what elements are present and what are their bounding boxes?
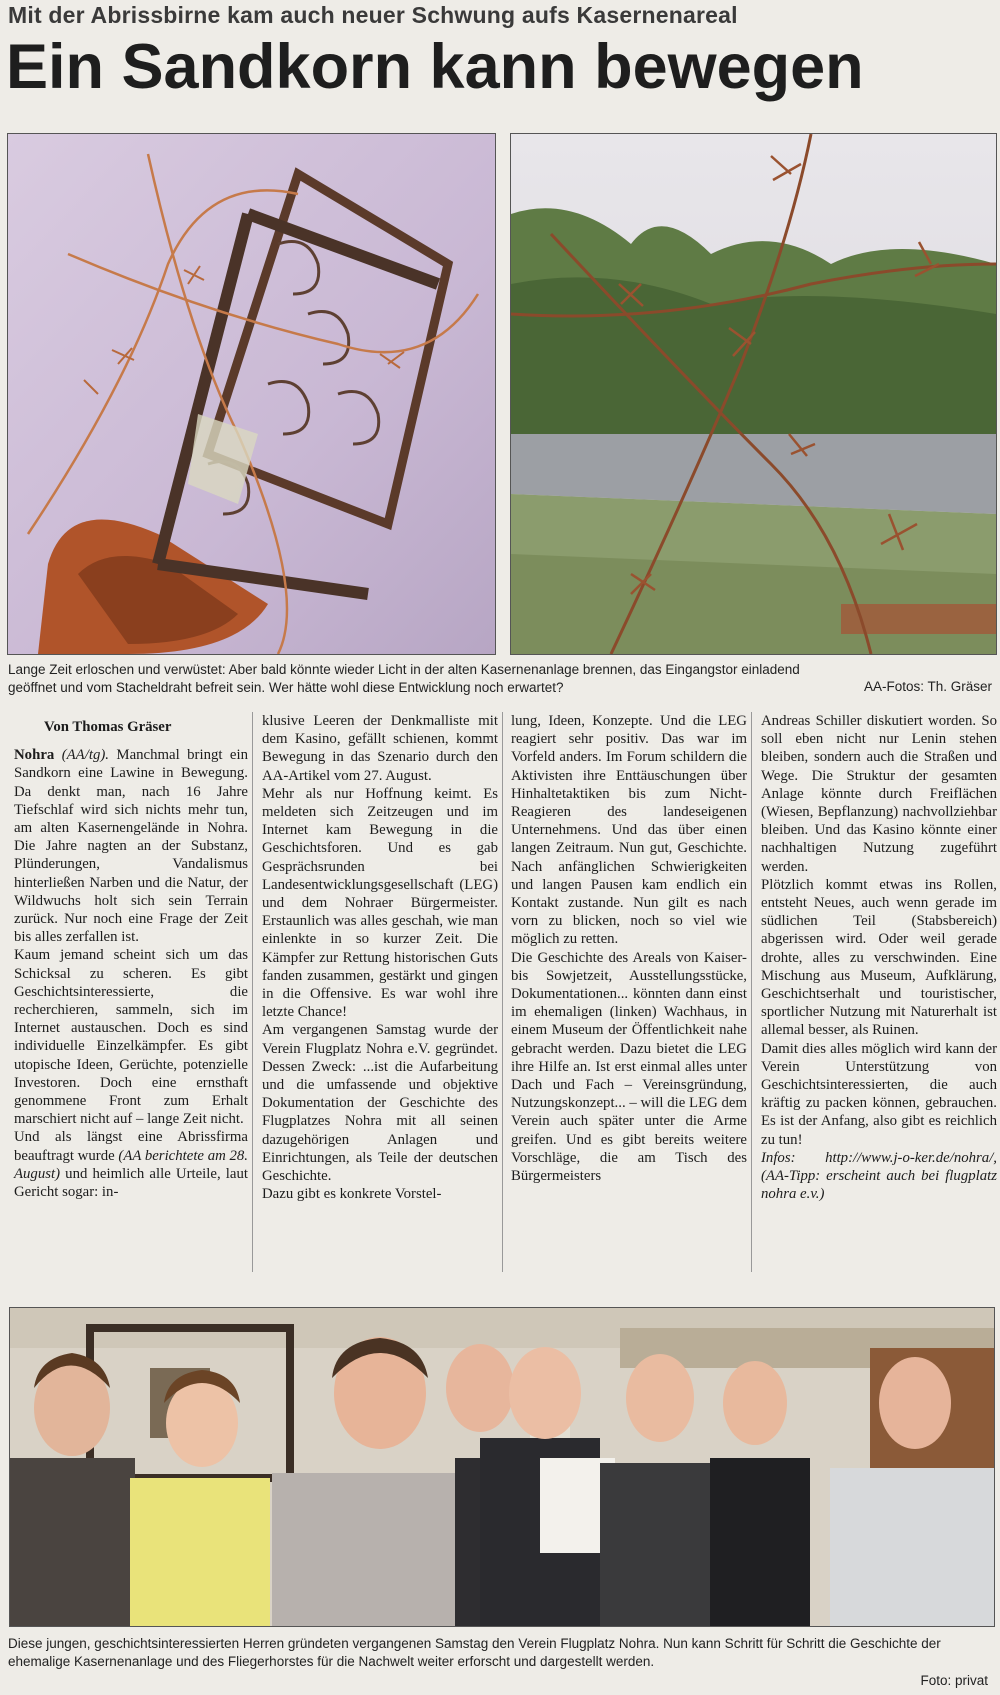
text: Und als längst eine Abrissfirma beauftragt wurde: [14, 1129, 248, 1164]
column-rule: [502, 712, 503, 1272]
group-photo-graphic: [10, 1308, 994, 1626]
article-column-2: [262, 712, 498, 1203]
article-column-4: [761, 712, 997, 1203]
lead-text: Manchmal bringt ein Sandkorn eine Lawine in Bewegung. Da denkt man, nach 16 Jahre Tiefschlaf wird sich nichts mehr tun, am alten Kasernengelände in Nohra. Die Jahre nagten an der Substanz, Plünderungen, Vandalismus hinterließen Narben und die Natur, der Wildwuchs holt sich sein Terrain zurück. Nur noch eine Frage der Zeit bis alles zerfallen ist.: [14, 747, 248, 946]
paragraph: Am vergangenen Samstag wurde der Verein Flugplatz Nohra e.V. gegründet. Dessen Zweck: ...ist die Aufarbeitung und die umfassende und objektive Dokumentation der Geschichte des Flugplatzes Nohra mit all seinen dazugehörigen Anlagen und Einrichtungen, als Teile der deutschen Geschichte.: [262, 1022, 498, 1185]
paragraph: [14, 1128, 248, 1201]
lead-paragraph: [14, 746, 248, 946]
paragraph: klusive Leeren der Denkmalliste mit dem Kasino, gefällt schienen, kommt Bewegung in das Szenario durch den AA-Artikel vom 27. August.: [262, 713, 498, 784]
paragraph: Damit dies alles möglich wird kann der Verein Unterstützung von Geschichtsinteressierten, die auch kräftig zu packen können, gebrauchen. Es ist der Anfang, also gibt es reichlich zu tun!: [761, 1040, 997, 1148]
headline: Ein Sandkorn kann bewegen: [6, 32, 864, 102]
column-rule: [751, 712, 752, 1272]
group-photo-credit: Foto: privat: [920, 1673, 988, 1688]
article-column-3: [511, 712, 747, 1185]
byline: Von Thomas Gräser: [44, 719, 172, 735]
barbed-wire-photo-graphic: [511, 134, 996, 654]
paragraph: Die Geschichte des Areals von Kaiser- bis Sowjetzeit, Ausstellungsstücke, Dokumentationen... könnten dann einst im ehemaligen (linken) Wachhaus, in einem Museum der Öffentlichkeit nahe gebracht werden. Dazu bietet die LEG ihre Hilfe an. Ist erst einmal alles unter Dach und Fach – Vereinsgründung, Nutzungskonzept... – will die LEG dem Verein auch später unter die Arme greifen. Und es gibt bereits weitere Vorschläge, die am Tisch des Bürgermeisters: [511, 949, 747, 1185]
group-photo: [9, 1307, 995, 1627]
reference-note: (AA berichtete am 28. August): [14, 1147, 249, 1182]
info-note: Infos: http://www.j-o-ker.de/nohra/, (AA-Tipp: erscheint auch bei flugplatz nohra e.v.): [761, 1149, 997, 1203]
text: und heimlich alle Urteile, laut Gericht sogar: in-: [14, 1165, 248, 1201]
lamp-photo: [7, 133, 496, 655]
kicker: Mit der Abrissbirne kam auch neuer Schwung aufs Kasernenareal: [8, 2, 738, 28]
article-column-1: [14, 718, 248, 1201]
paragraph: Plötzlich kommt etwas ins Rollen, entsteht Neues, auch wenn gerade im südlichen Teil (Stabsbereich) abgerissen wird. Oder weil gerade drohte, alles zu verschwinden. Eine Mischung aus Museum, Aufklärung, Geschichtserhalt und touristischer, sportlicher Nutzung mit Naturerhalt ist allemal besser, als Ruinen.: [761, 876, 997, 1039]
column-rule: [252, 712, 253, 1272]
paragraph: lung, Ideen, Konzepte. Und die LEG reagiert sehr positiv. Das war im Vorfeld anders. Im Forum schildern die Aktivisten ihre Enttäuschungen über Hinhaltetaktiken bis zum Nicht-Reagieren des landeseigenen Unternehmens. Und das über einen langen Zeitraum. Nun gut, Geschichte. Nach anfänglichen Schwierigkeiten und langen Pausen kam endlich ein Kontakt zustande. Nun gilt es nach vorn zu blicken, noch so viel wie möglich zu retten.: [511, 713, 747, 948]
group-photo-caption: Diese jungen, geschichtsinteressierten Herren gründeten vergangenen Samstag den Verein Flugplatz Nohra. Nun kann Schritt für Schritt die Geschichte der ehemalige Kasernenanlage und des Fliegerhorstes für die Nachwelt weiter erforscht und dargestellt werden.: [8, 1636, 941, 1669]
paragraph: Mehr als nur Hoffnung keimt. Es meldeten sich Zeitzeugen und im Internet kam Bewegung in die Geschichtsforen. Und es gab Gesprächsrunden bei Landesentwicklungsgesellschaft (LEG) und dem Nohraer Bürgermeister. Erstaunlich was alles geschah, wie man einlenkte in so kurzer Zeit. Die Kämpfer zur Rettung historischen Guts fanden zusammen, gestärkt und gingen in die Offensive. Es war wohl ihre letzte Chance!: [262, 785, 498, 1021]
paragraph: Dazu gibt es konkrete Vorstel-: [262, 1186, 442, 1203]
dateline: Nohra: [14, 747, 55, 764]
dateline-code: (AA/tg).: [61, 747, 109, 764]
lamp-photo-graphic: [8, 134, 495, 654]
top-photo-caption: Lange Zeit erloschen und verwüstet: Aber bald könnte wieder Licht in der alten Kasernenanlage brennen, das Eingangstor einladend geöffnet und vom Stacheldraht befreit sein. Wer hätte wohl diese Entwicklung noch erwartet?: [8, 662, 800, 695]
barbed-wire-photo: [510, 133, 997, 655]
paragraph: Andreas Schiller diskutiert worden. So soll eben nicht nur Lenin stehen bleiben, sondern auch die Straßen und Wege. Die Struktur der gesamten Anlage könnte durch Freiflächen (Wiesen, Bepflanzung) nachvollziehbar bleiben. Und das Kasino könnte einer nachhaltigen Nutzung zugeführt werden.: [761, 713, 997, 875]
paragraph: Kaum jemand scheint sich um das Schicksal zu scheren. Es gibt Geschichtsinteressierte, die recherchieren, sammeln, sich im Internet austauschen. Doch es sind individuelle Einzelkämpfer. Es gibt utopische Ideen, Gerüchte, potenzielle Investoren. Doch eine ernsthaft genommene Front zum Erhalt marschiert nicht auf – lange Zeit nicht.: [14, 947, 248, 1128]
top-photo-credit: AA-Fotos: Th. Gräser: [863, 679, 992, 694]
